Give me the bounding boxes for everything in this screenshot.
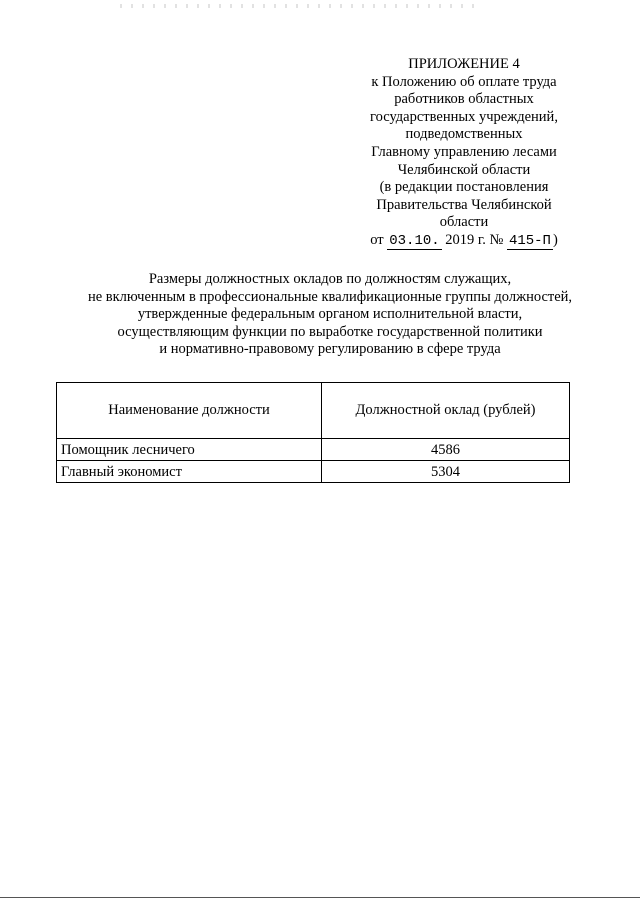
- title-line: и нормативно-правовому регулированию в сфере труда: [159, 341, 501, 358]
- appendix-line: области: [439, 214, 489, 231]
- closing-paren: ): [552, 231, 558, 248]
- page-bottom-rule: [0, 897, 640, 898]
- header-salary: Должностной оклад (рублей): [322, 383, 570, 439]
- title-line: утвержденные федеральным органом исполнительной власти,: [137, 306, 523, 323]
- table-header-row: [57, 383, 570, 439]
- appendix-line: Главному управлению лесами: [371, 143, 557, 160]
- appendix-date-line: [340, 232, 588, 251]
- appendix-line: Челябинской области: [397, 161, 531, 178]
- title-line: не включенным в профессиональные квалификационные группы должностей,: [87, 288, 573, 305]
- appendix-line: (в редакции постановления: [379, 179, 549, 196]
- appendix-line: подведомственных: [405, 126, 523, 143]
- table-row: [57, 461, 570, 483]
- position-name: Главный экономист: [57, 461, 322, 483]
- appendix-line: Правительства Челябинской: [376, 196, 552, 213]
- header-position-name: Наименование должности: [57, 383, 322, 439]
- title-line: осуществляющим функции по выработке государственной политики: [117, 323, 543, 340]
- scan-artifact: [120, 4, 480, 8]
- table-row: [57, 439, 570, 461]
- date-value: 03.10.: [389, 232, 440, 249]
- appendix-line: государственных учреждений,: [370, 108, 558, 125]
- appendix-title: ПРИЛОЖЕНИЕ 4: [408, 56, 520, 72]
- salary-amount: 4586: [322, 439, 570, 461]
- title-line: Размеры должностных окладов по должностям служащих,: [148, 271, 512, 287]
- position-name: Помощник лесничего: [57, 439, 322, 461]
- date-year: 2019 г. №: [445, 231, 504, 248]
- appendix-header: [340, 56, 588, 251]
- appendix-line: к Положению об оплате труда: [371, 73, 557, 90]
- date-prefix: от: [370, 231, 384, 248]
- appendix-line: работников областных: [394, 91, 534, 108]
- resolution-number: 415-П: [508, 232, 551, 249]
- document-title: [40, 271, 620, 359]
- salary-amount: 5304: [322, 461, 570, 483]
- salary-table: [56, 382, 570, 483]
